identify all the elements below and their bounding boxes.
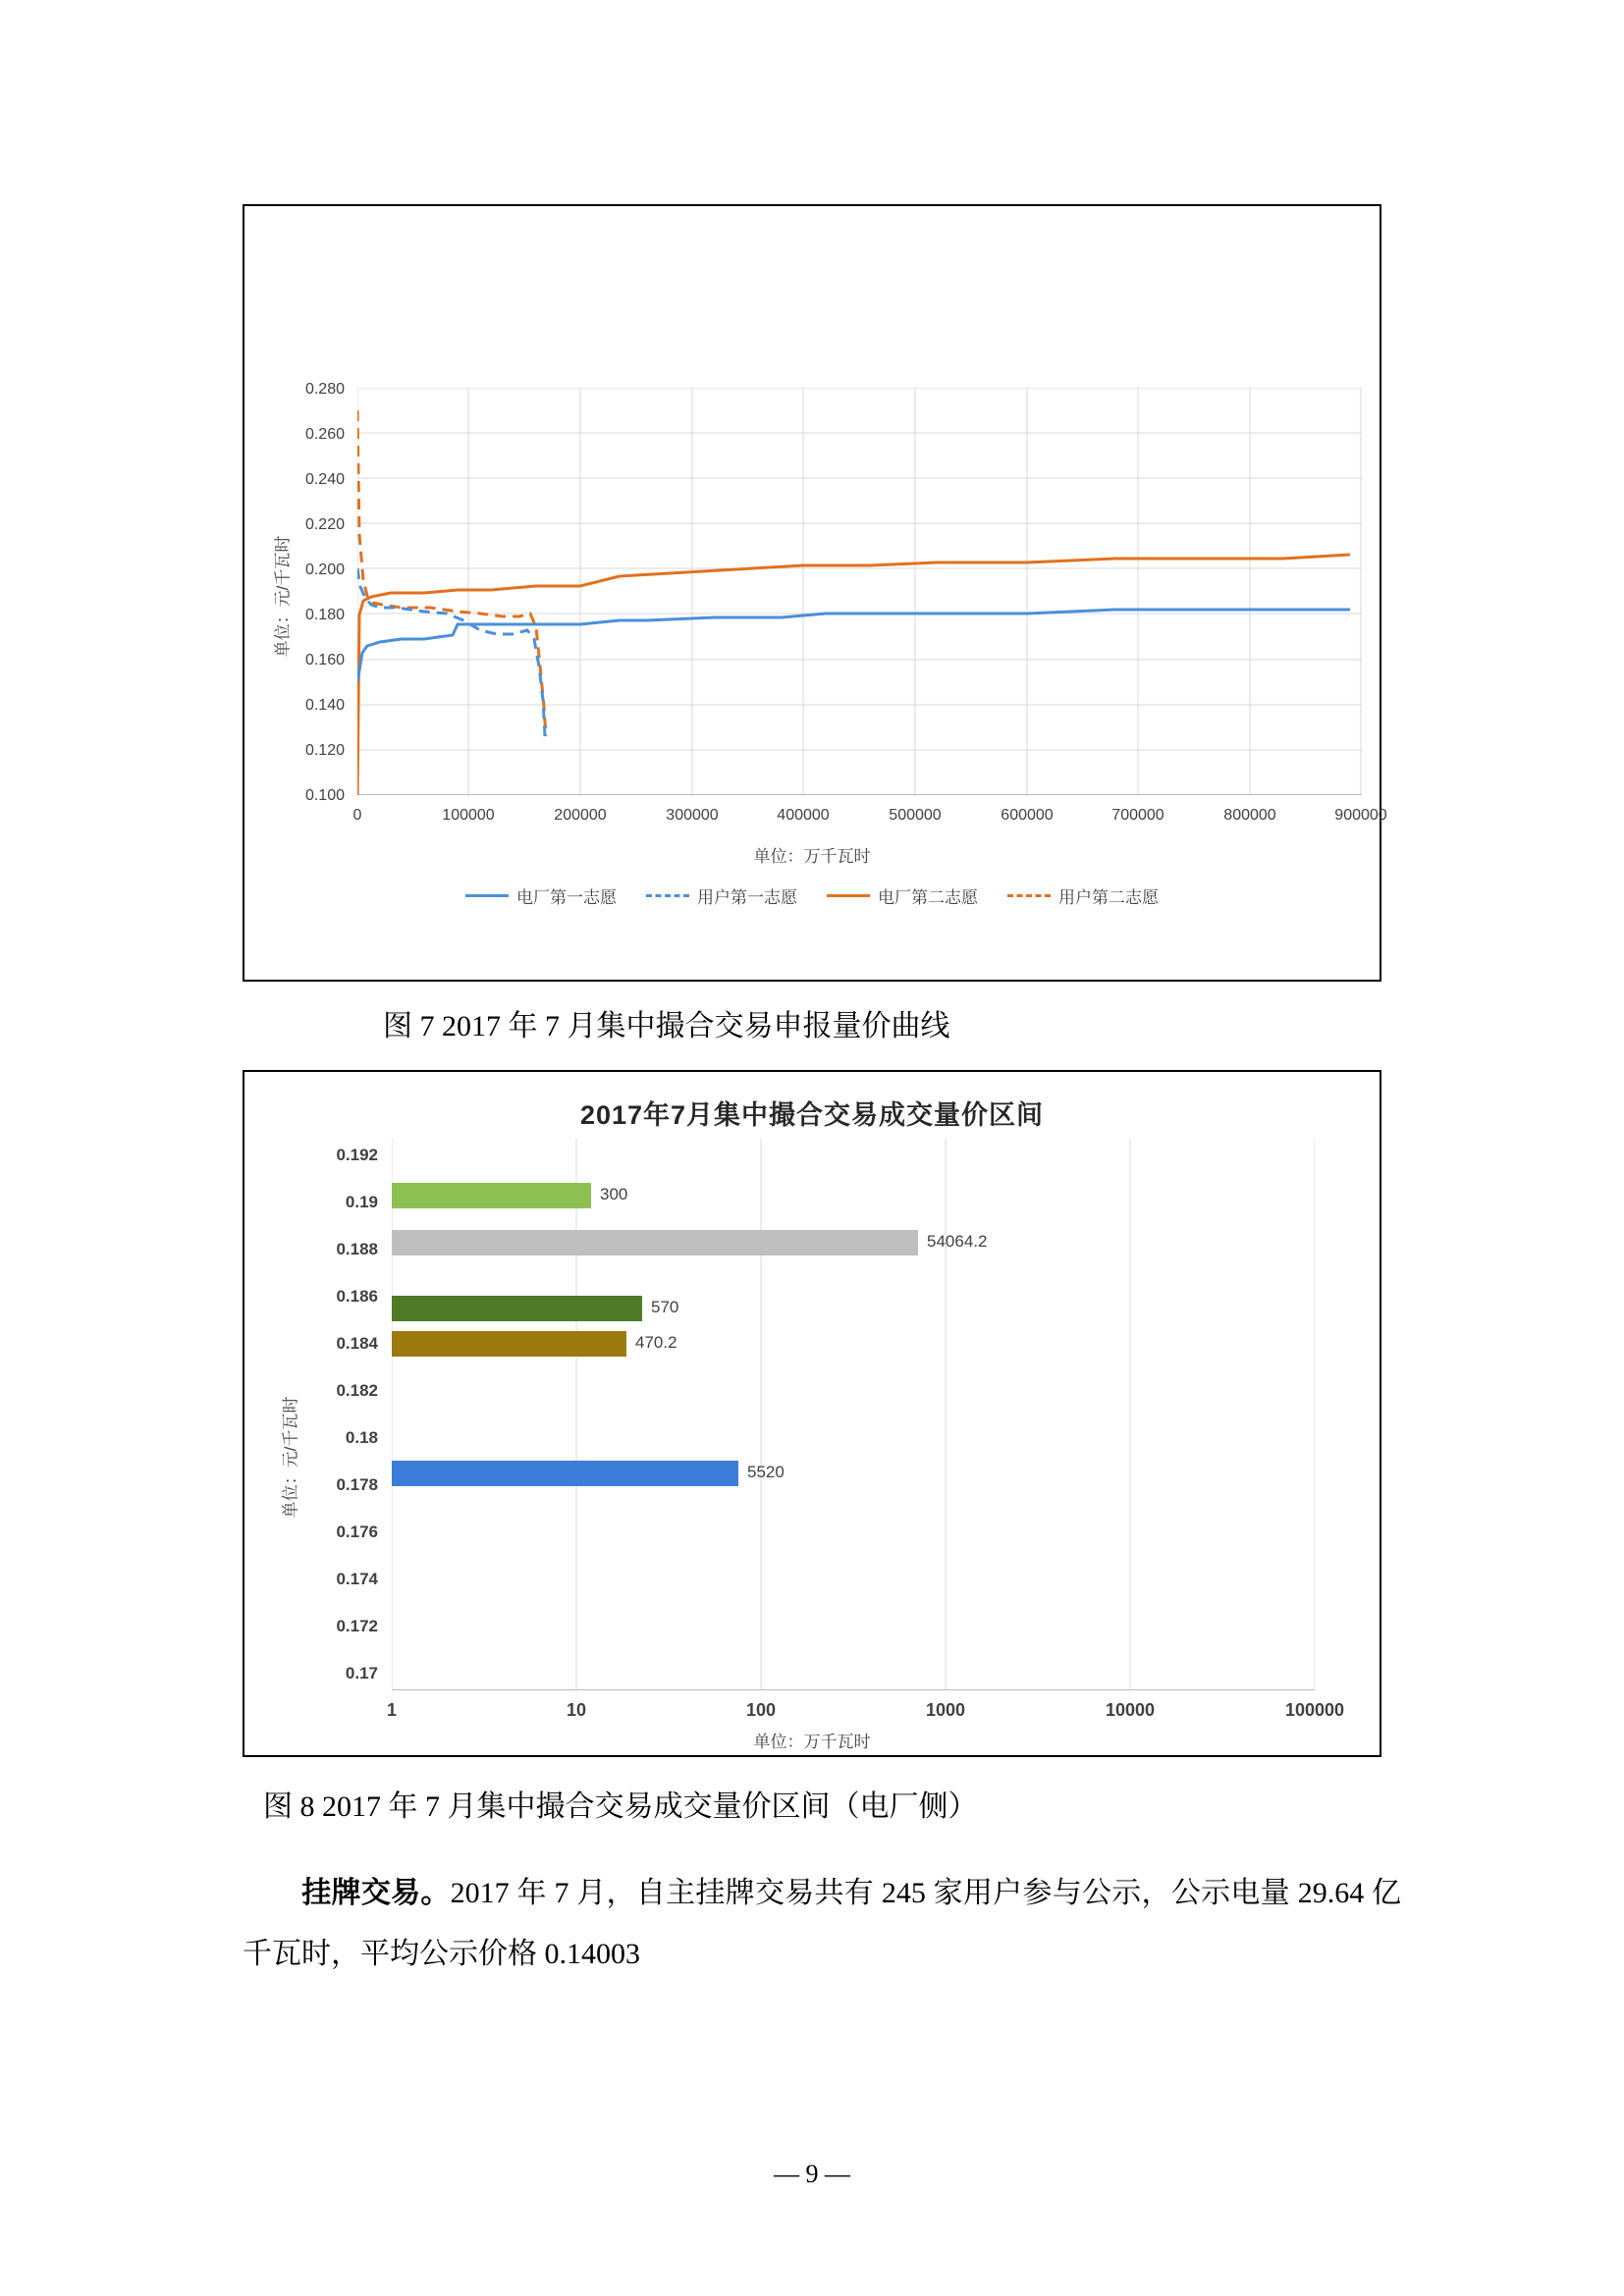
x-tick: 700000 (1111, 807, 1164, 824)
legend-item-power-plant-2nd (827, 883, 978, 908)
legend-item-user-2nd (1007, 883, 1159, 908)
figure8-x-axis-title: 单位：万千瓦时 (753, 1733, 871, 1751)
x-tick: 800000 (1223, 807, 1276, 824)
y-tick: 0.182 (336, 1381, 378, 1400)
x-tick: 100000 (1284, 1700, 1345, 1720)
y-tick: 0.180 (304, 607, 345, 623)
y-tick: 0.18 (345, 1428, 378, 1447)
series-line-user-2nd (357, 410, 546, 736)
figure7-plot (357, 388, 1362, 795)
bar-300 (392, 1183, 591, 1208)
bar-570 (392, 1296, 642, 1321)
x-tick: 10 (566, 1700, 587, 1720)
y-tick: 0.240 (304, 471, 345, 488)
legend-swatch-solid-orange (827, 894, 870, 897)
y-tick: 0.220 (304, 516, 345, 533)
y-tick: 0.200 (304, 561, 345, 578)
bar-54064 (392, 1230, 918, 1255)
x-tick: 900000 (1334, 807, 1387, 824)
y-tick: 0.176 (336, 1522, 378, 1541)
legend-item-user-1st (646, 883, 797, 908)
legend-swatch-dashed-orange (1007, 894, 1051, 897)
legend-swatch-solid-blue (465, 894, 509, 897)
figure8-caption: 图 8 2017 年 7 月集中撮合交易成交量价区间（电厂侧） (263, 1790, 978, 1823)
series-line-power-plant-1st (357, 610, 1350, 682)
y-tick: 0.100 (304, 787, 345, 804)
x-tick: 100000 (442, 807, 495, 824)
legend-item-power-plant-1st (465, 883, 617, 908)
paragraph-text: 2017 年 7 月，自主挂牌交易共有 245 家用户参与公示，公示电量 29.64 亿千瓦时，平均公示价格 0.14003 (243, 1877, 1402, 1970)
bar-470 (392, 1331, 626, 1357)
y-tick: 0.19 (345, 1193, 378, 1211)
x-tick: 400000 (777, 807, 830, 824)
y-tick: 0.120 (304, 742, 345, 759)
y-tick: 0.140 (304, 697, 345, 714)
x-tick: 300000 (666, 807, 719, 824)
figure8-container (243, 1070, 1381, 1757)
legend-label: 电厂第二志愿 (878, 888, 978, 907)
y-tick: 0.260 (304, 426, 345, 443)
figure7-container (243, 204, 1387, 982)
y-tick: 0.192 (336, 1146, 378, 1164)
x-tick: 200000 (554, 807, 607, 824)
y-tick: 0.172 (336, 1617, 378, 1635)
series-line-power-plant-2nd (357, 555, 1350, 795)
paragraph-lead-bold: 挂牌交易。 (301, 1877, 451, 1909)
y-tick: 0.186 (336, 1287, 378, 1306)
x-tick: 1 (386, 1700, 397, 1720)
bar-value-label: 570 (651, 1298, 679, 1316)
y-tick: 0.280 (304, 381, 345, 398)
figure8-plot (392, 1139, 1315, 1690)
x-tick: 1000 (925, 1700, 966, 1720)
bar-5520 (392, 1461, 738, 1486)
figure7-x-axis-title: 单位：万千瓦时 (753, 847, 871, 866)
y-tick: 0.160 (304, 652, 345, 668)
x-tick: 10000 (1105, 1700, 1156, 1720)
legend-swatch-dashed-blue (646, 894, 689, 897)
y-tick: 0.17 (345, 1664, 378, 1682)
legend-label: 用户第二志愿 (1058, 888, 1159, 907)
y-tick: 0.174 (336, 1570, 378, 1588)
y-tick: 0.178 (336, 1475, 378, 1494)
y-tick: 0.184 (336, 1334, 378, 1353)
x-tick: 100 (745, 1700, 777, 1720)
legend-label: 电厂第一志愿 (516, 888, 617, 907)
y-tick: 0.188 (336, 1240, 378, 1258)
legend-label: 用户第一志愿 (697, 888, 797, 907)
bar-value-label: 54064.2 (927, 1232, 988, 1251)
figure8-y-axis-title: 单位：元/千瓦时 (281, 1396, 300, 1519)
x-tick: 0 (352, 807, 362, 824)
figure7-caption: 图 7 2017 年 7 月集中撮合交易申报量价曲线 (383, 1010, 950, 1042)
bar-value-label: 470.2 (635, 1333, 677, 1352)
body-paragraph (243, 1863, 1401, 1985)
bar-value-label: 5520 (747, 1463, 785, 1481)
x-tick: 500000 (889, 807, 942, 824)
figure7-y-axis-title: 单位：元/千瓦时 (273, 535, 293, 658)
bar-value-label: 300 (600, 1185, 628, 1203)
figure7-legend (244, 883, 1380, 908)
figure8-title: 2017年7月集中撮合交易成交量价区间 (579, 1100, 1045, 1130)
x-tick: 600000 (1001, 807, 1054, 824)
page-number: — 9 — (774, 2160, 850, 2188)
